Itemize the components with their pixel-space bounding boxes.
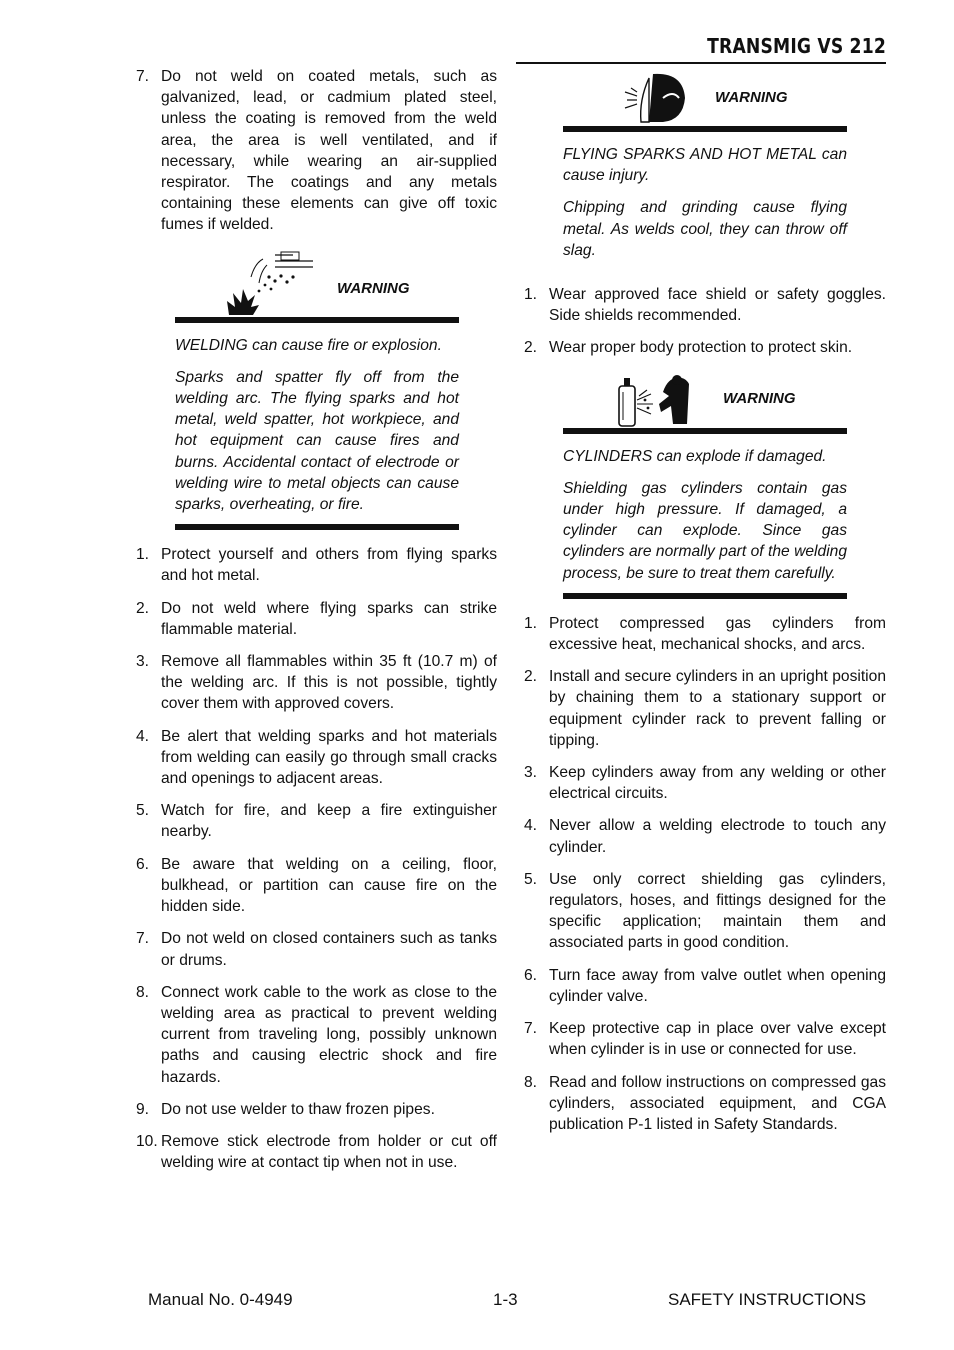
item-number: 8. — [136, 983, 150, 1001]
warning-label: WARNING — [723, 390, 796, 408]
warning-lead: CYLINDERS can explode if damaged. — [563, 447, 827, 465]
item-text: Do not weld on coated metals, such as galvanized, lead, or cadmium plated steel, unless the coating is removed from the weld area, the area is well ventilated, and if necessary, while wearing an air-supplied respirator. The coatings and any metals containing these elements can give off toxic fumes if welded. — [161, 68, 497, 234]
list-item — [524, 815, 886, 857]
item-text: Protect yourself and others from flying sparks and hot metal. — [161, 546, 497, 585]
page-header-title: TRANSMIG VS 212 — [707, 34, 886, 58]
item-text: Be aware that welding on a ceiling, floor, bulkhead, or partition can cause fire on the hidden side. — [161, 855, 497, 916]
warning-lead: FLYING SPARKS AND HOT METAL can cause injury. — [563, 146, 847, 185]
warning-detail: Shielding gas cylinders contain gas under high pressure. If damaged, a cylinder can explode. Since gas cylinders are normally part of the welding process, be sure to treat them carefully. — [563, 479, 847, 582]
item-number: 1. — [524, 614, 538, 632]
item-number: 4. — [136, 727, 150, 745]
item-text: Remove all flammables within 35 ft (10.7 m) of the welding arc. If this is not possible, tightly cover them with approved covers. — [161, 653, 497, 713]
item-text: Do not weld on closed containers such as tanks or drums. — [161, 930, 497, 969]
list-item — [136, 726, 497, 790]
item-number: 6. — [136, 855, 150, 873]
list-item — [136, 66, 497, 236]
fire-warning-box — [175, 247, 459, 531]
list-item — [136, 854, 497, 918]
face-shield-icon — [623, 70, 689, 126]
item-text: Wear approved face shield or safety goggles. Side shields recommended. — [549, 286, 886, 325]
item-number: 3. — [136, 653, 150, 671]
item-number: 7. — [136, 930, 150, 948]
list-item — [136, 651, 497, 715]
item-number: 8. — [524, 1073, 538, 1091]
list-item — [136, 800, 497, 842]
list-item — [524, 869, 886, 954]
item-number: 2. — [524, 668, 538, 686]
item-text: Connect work cable to the work as close to the welding area as practical to prevent welding current from traveling long, possibly unknown paths and causing electric shock and fire hazards. — [161, 983, 497, 1086]
sparks-warning-box — [563, 62, 847, 270]
item-number: 1. — [136, 546, 150, 564]
warning-detail: Chipping and grinding cause flying metal. As welds cool, they can throw off slag. — [563, 199, 847, 259]
item-text: Watch for fire, and keep a fire extinguisher nearby. — [161, 802, 497, 841]
list-item — [136, 982, 497, 1088]
item-text: Be alert that welding sparks and hot materials from welding can easily go through small cracks and openings to adjacent areas. — [161, 727, 497, 788]
list-item — [524, 1072, 886, 1136]
item-number: 1. — [524, 286, 538, 304]
list-item — [136, 928, 497, 970]
list-item — [524, 1018, 886, 1060]
warning-bar — [563, 593, 847, 599]
item-text: Never allow a welding electrode to touch any cylinder. — [549, 817, 886, 856]
item-number: 7. — [136, 68, 150, 85]
warning-label: WARNING — [337, 280, 410, 298]
item-text: Do not use welder to thaw frozen pipes. — [161, 1100, 435, 1118]
item-number: 6. — [524, 966, 538, 984]
list-item — [524, 337, 886, 358]
warning-bar — [175, 524, 459, 530]
item-text: Wear proper body protection to protect skin. — [549, 339, 853, 357]
item-number: 9. — [136, 1100, 150, 1118]
item-text: Do not weld where flying sparks can strike flammable material. — [161, 599, 497, 638]
item-text: Use only correct shielding gas cylinders, regulators, hoses, and fittings designed for the specific application; maintain them and associated parts in good condition. — [549, 870, 886, 952]
list-item — [524, 965, 886, 1007]
item-text: Read and follow instructions on compressed gas cylinders, associated equipment, and CGA publication P-1 listed in Safety Standards. — [549, 1073, 886, 1133]
footer-manual-number: Manual No. 0-4949 — [148, 1290, 293, 1309]
list-item — [136, 1131, 497, 1173]
item-number: 5. — [136, 802, 150, 820]
item-number: 10. — [136, 1132, 158, 1150]
list-item — [136, 598, 497, 640]
item-text: Keep cylinders away from any welding or other electrical circuits. — [549, 764, 886, 803]
item-number: 7. — [524, 1020, 538, 1038]
right-column — [524, 66, 886, 1146]
cylinder-warning-box — [563, 368, 847, 599]
item-text: Keep protective cap in place over valve except when cylinder is in use or connected for use. — [549, 1020, 886, 1059]
warning-label: WARNING — [715, 88, 788, 106]
warning-detail: Sparks and spatter fly off from the welding arc. The flying sparks and hot metal, weld spatter, hot workpiece, and hot equipment can cause fires and burns. Accidental contact of electrode or welding wire to metal objects can cause sparks, overheating, or fire. — [175, 368, 459, 514]
item-number: 4. — [524, 817, 538, 835]
item-text: Turn face away from valve outlet when opening cylinder valve. — [549, 966, 886, 1005]
item-number: 2. — [136, 599, 150, 617]
cylinder-explosion-icon — [615, 372, 695, 428]
fire-explosion-icon — [223, 249, 313, 317]
item-number: 5. — [524, 870, 538, 888]
item-number: 2. — [524, 339, 538, 357]
footer-page-number: 1-3 — [493, 1290, 518, 1309]
item-text: Remove stick electrode from holder or cut off welding wire at contact tip when not in use. — [161, 1132, 497, 1172]
list-item — [524, 613, 886, 655]
item-number: 3. — [524, 764, 538, 782]
list-item — [524, 666, 886, 751]
footer-section-title: SAFETY INSTRUCTIONS — [668, 1290, 867, 1309]
warning-lead: WELDING can cause fire or explosion. — [175, 336, 442, 354]
item-text: Install and secure cylinders in an upright position by chaining them to a stationary support or equipment cylinder rack to prevent falling or tipping. — [549, 668, 886, 749]
list-item — [524, 284, 886, 326]
list-item — [136, 1099, 497, 1120]
list-item — [136, 544, 497, 586]
item-text: Protect compressed gas cylinders from excessive heat, mechanical shocks, and arcs. — [549, 614, 886, 654]
left-column — [136, 66, 497, 1184]
list-item — [524, 762, 886, 804]
